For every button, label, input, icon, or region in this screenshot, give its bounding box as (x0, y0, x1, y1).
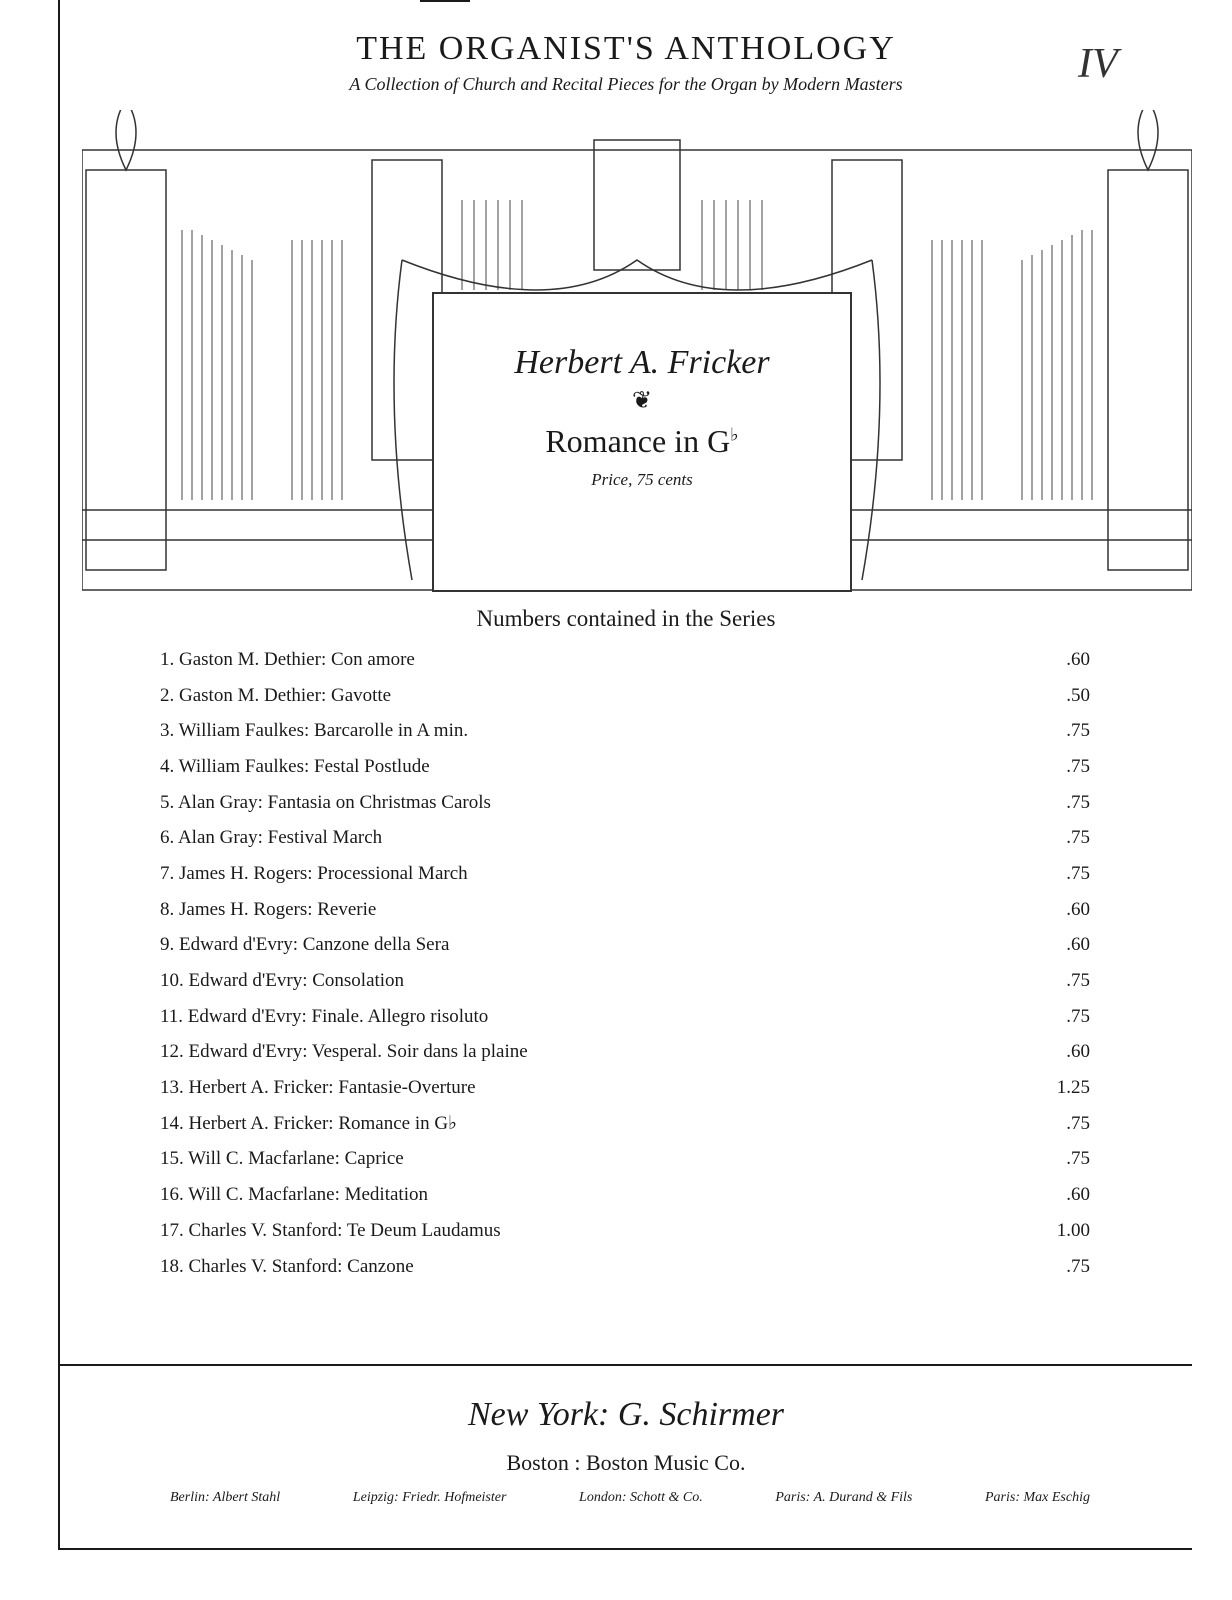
series-price: .75 (1066, 1255, 1090, 1277)
series-entry: 9. Edward d'Evry: Canzone della Sera (160, 934, 450, 956)
series-entry: 2. Gaston M. Dethier: Gavotte (160, 684, 392, 706)
agent-paris-durand: Paris: A. Durand & Fils (775, 1490, 913, 1505)
anthology-title: THE ORGANIST'S ANTHOLOGY (356, 30, 896, 67)
series-heading: Numbers contained in the Series (476, 606, 776, 631)
footer-divider (60, 1364, 1192, 1366)
series-entry: 12. Edward d'Evry: Vesperal. Soir dans la plaine (160, 1041, 528, 1063)
agent-london: London: Schott & Co. (579, 1490, 703, 1505)
series-price: .75 (1066, 1148, 1090, 1170)
list-item (160, 749, 1090, 785)
anthology-subtitle: A Collection of Church and Recital Pieces for the Organ by Modern Masters (349, 74, 903, 94)
series-price: .60 (1066, 934, 1090, 956)
list-item (160, 1177, 1090, 1213)
series-entry: 3. William Faulkes: Barcarolle in A min. (160, 720, 469, 742)
list-item (160, 1106, 1090, 1142)
series-price: .75 (1066, 720, 1090, 742)
list-item (160, 999, 1090, 1035)
list-item (160, 1249, 1090, 1285)
series-entry: 17. Charles V. Stanford: Te Deum Laudamus (160, 1219, 501, 1241)
list-item (160, 1070, 1090, 1106)
piece-title-text: Romance in G (545, 423, 731, 459)
series-price: .60 (1066, 648, 1090, 670)
flat-sign: ♭ (730, 424, 739, 445)
series-entry: 6. Alan Gray: Festival March (160, 827, 383, 849)
heart-ornament-icon: ❦ (631, 388, 653, 414)
left-border-rule (58, 0, 60, 1550)
series-price: .75 (1066, 755, 1090, 777)
series-entry: 18. Charles V. Stanford: Canzone (160, 1255, 414, 1277)
list-item (160, 678, 1090, 714)
list-item (160, 785, 1090, 821)
publisher-name: New York: G. Schirmer (467, 1396, 785, 1433)
series-price: 1.25 (1056, 1077, 1090, 1099)
series-price: .75 (1066, 827, 1090, 849)
list-item (160, 713, 1090, 749)
series-entry: 1. Gaston M. Dethier: Con amore (160, 648, 415, 670)
volume-stamp: IV (1078, 41, 1118, 87)
header (60, 30, 1192, 95)
series-price: .75 (1066, 1005, 1090, 1027)
list-item (160, 1035, 1090, 1071)
series-entry: 5. Alan Gray: Fantasia on Christmas Carols (160, 791, 491, 813)
series-entry: 7. James H. Rogers: Processional March (160, 862, 468, 884)
agent-berlin: Berlin: Albert Stahl (170, 1490, 281, 1505)
list-item (160, 1142, 1090, 1178)
series-price: .60 (1066, 898, 1090, 920)
list-item (160, 820, 1090, 856)
series-price: .75 (1066, 970, 1090, 992)
series-price: .75 (1066, 791, 1090, 813)
series-price: .75 (1066, 1112, 1090, 1134)
series-price: .75 (1066, 862, 1090, 884)
series-entry: 8. James H. Rogers: Reverie (160, 898, 377, 920)
series-entry: 14. Herbert A. Fricker: Romance in G♭ (160, 1113, 458, 1135)
list-item (160, 892, 1090, 928)
agent-paris-eschig: Paris: Max Eschig (985, 1490, 1090, 1505)
boston-agent: Boston : Boston Music Co. (506, 1450, 746, 1475)
composer-name: Herbert A. Fricker (514, 344, 770, 381)
list-item (160, 1213, 1090, 1249)
series-entry: 11. Edward d'Evry: Finale. Allegro risoluto (160, 1005, 489, 1027)
series-entry: 4. William Faulkes: Festal Postlude (160, 755, 430, 777)
agents-line (170, 1490, 1090, 1506)
bottom-border-rule (58, 1548, 1192, 1550)
piece-price: Price, 75 cents (591, 470, 693, 489)
series-entry: 15. Will C. Macfarlane: Caprice (160, 1148, 404, 1170)
series-entry: 13. Herbert A. Fricker: Fantasie-Overture (160, 1077, 476, 1099)
list-item (160, 642, 1090, 678)
title-card (432, 292, 852, 592)
piece-title (434, 423, 850, 460)
top-rule-tick (420, 0, 470, 2)
list-item (160, 928, 1090, 964)
series-price: .60 (1066, 1184, 1090, 1206)
list-item (160, 963, 1090, 999)
agent-leipzig: Leipzig: Friedr. Hofmeister (352, 1490, 507, 1505)
series-price: .60 (1066, 1041, 1090, 1063)
list-item (160, 856, 1090, 892)
series-price: .50 (1066, 684, 1090, 706)
series-entry: 16. Will C. Macfarlane: Meditation (160, 1184, 428, 1206)
series-list (160, 642, 1090, 1284)
series-price: 1.00 (1056, 1219, 1090, 1241)
series-entry: 10. Edward d'Evry: Consolation (160, 970, 405, 992)
